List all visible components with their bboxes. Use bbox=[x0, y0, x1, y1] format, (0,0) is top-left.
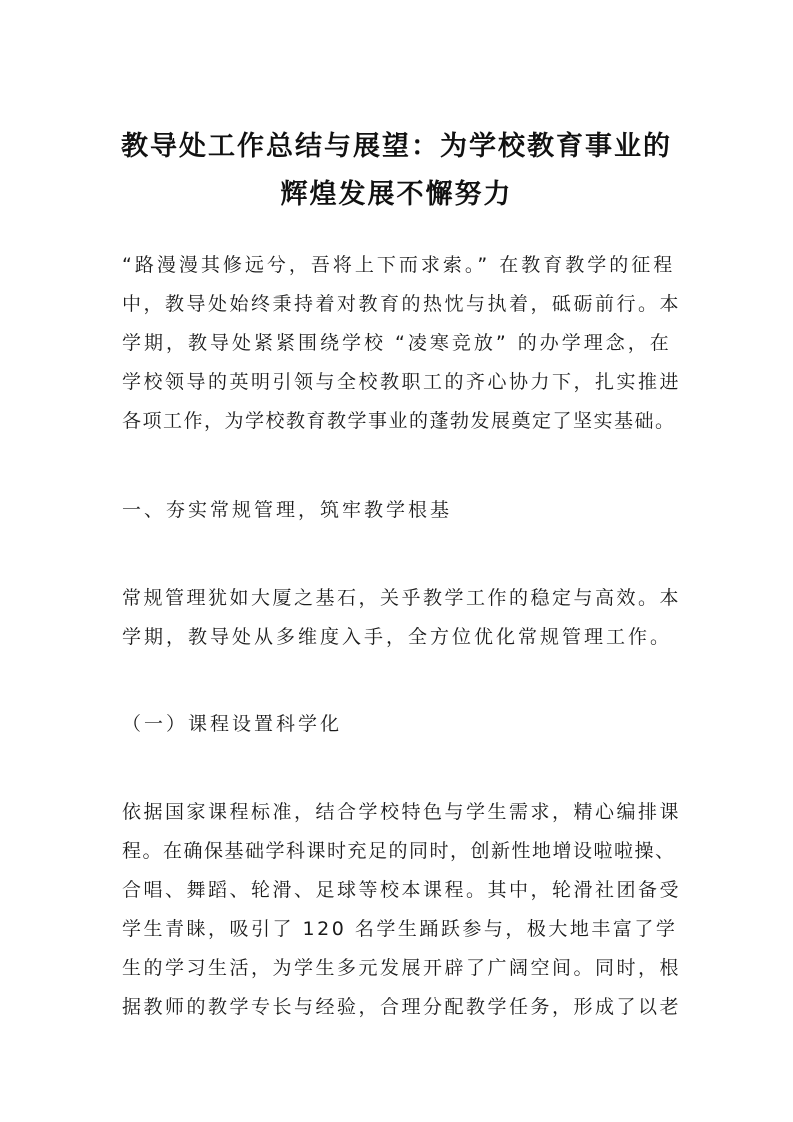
section-1-line-1: 常规管理犹如大厦之基石，关乎教学工作的稳定与高效。本 bbox=[122, 587, 682, 609]
intro-line-1: “路漫漫其修远兮，吾将上下而求索。” 在教育教学的征程 bbox=[122, 254, 676, 276]
document-title-line-1: 教导处工作总结与展望：为学校教育事业的 bbox=[121, 131, 672, 162]
subsection-1-line-4: 学生青睐，吸引了 120 名学生踊跃参与，极大地丰富了学 bbox=[122, 918, 678, 940]
subsection-1-heading: （一）课程设置科学化 bbox=[122, 713, 343, 735]
document-title-line-2: 辉煌发展不懈努力 bbox=[280, 179, 513, 210]
subsection-1-line-3: 合唱、舞蹈、轮滑、足球等校本课程。其中，轮滑社团备受 bbox=[122, 879, 682, 901]
section-1-line-2: 学期，教导处从多维度入手，全方位优化常规管理工作。 bbox=[122, 626, 673, 648]
subsection-1-line-1: 依据国家课程标准，结合学校特色与学生需求，精心编排课 bbox=[122, 801, 682, 823]
subsection-1-line-2: 程。在确保基础学科课时充足的同时，创新性地增设啦啦操、 bbox=[122, 840, 676, 862]
subsection-1-line-6: 据教师的教学专长与经验，合理分配教学任务，形成了以老 bbox=[122, 996, 682, 1018]
intro-line-3: 学期，教导处紧紧围绕学校 “凌寒竞放” 的办学理念，在 bbox=[122, 332, 672, 354]
section-1-heading: 一、夯实常规管理，筑牢教学根基 bbox=[122, 499, 453, 521]
intro-line-4: 学校领导的英明引领与全校教职工的齐心协力下，扎实推进 bbox=[122, 371, 682, 393]
intro-line-2: 中，教导处始终秉持着对教育的热忱与执着，砥砺前行。本 bbox=[122, 293, 682, 315]
subsection-1-line-5: 生的学习生活，为学生多元发展开辟了广阔空间。同时，根 bbox=[122, 957, 682, 979]
intro-line-5: 各项工作，为学校教育教学事业的蓬勃发展奠定了坚实基础。 bbox=[122, 410, 676, 432]
